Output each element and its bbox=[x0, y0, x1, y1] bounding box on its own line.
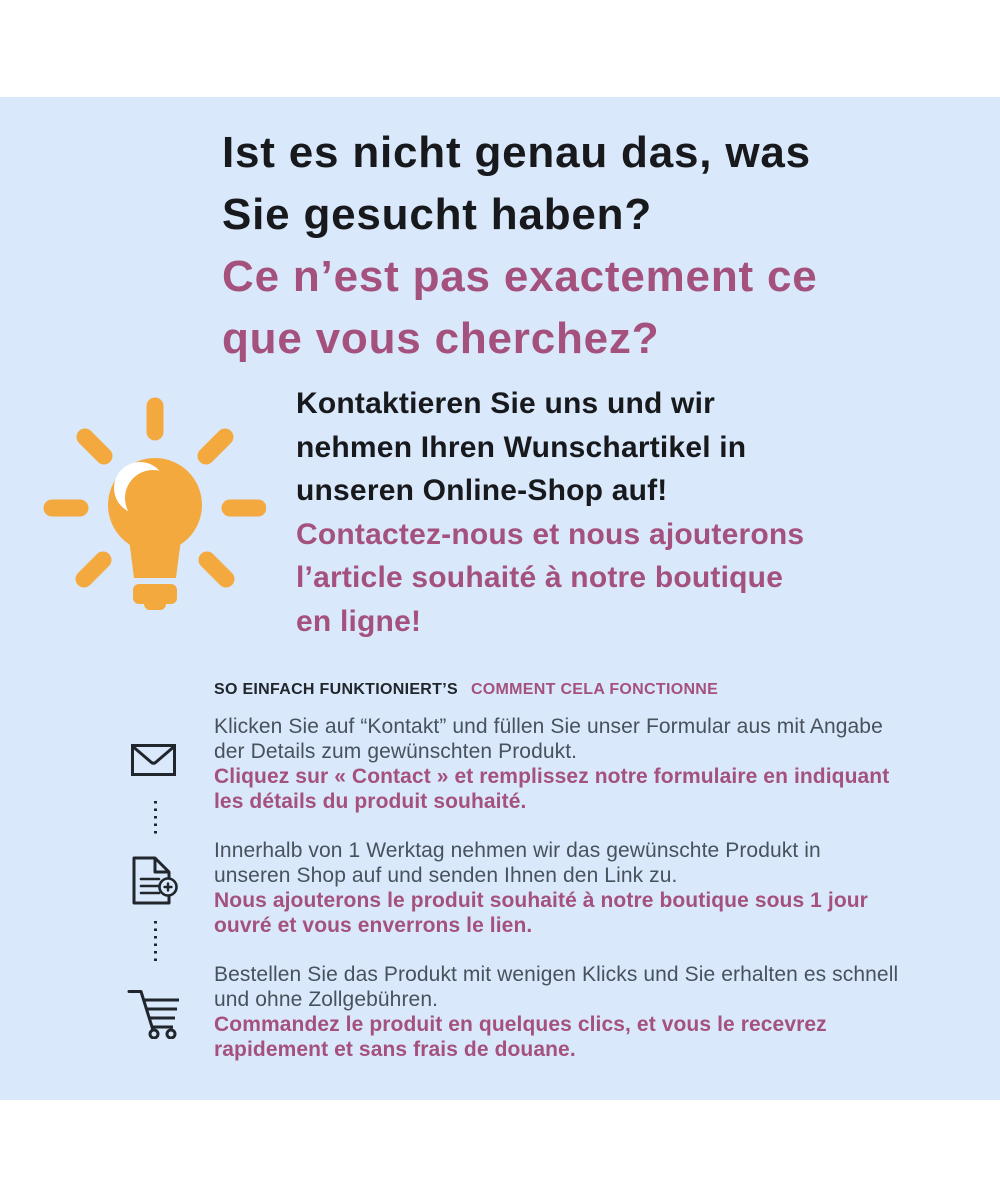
document-add-icon bbox=[128, 856, 178, 911]
lightbulb-svg bbox=[40, 392, 266, 622]
dotted-connector bbox=[154, 801, 157, 838]
envelope-svg bbox=[131, 744, 176, 776]
intro-fr-line: l’article souhaité à notre boutique bbox=[296, 561, 784, 594]
intro-fr-line: en ligne! bbox=[296, 604, 422, 638]
step-1-text bbox=[214, 714, 889, 814]
step-3-de-line: und ohne Zollgebühren. bbox=[214, 988, 439, 1011]
step-2-fr-line: ouvré et vous enverrons le lien. bbox=[214, 914, 533, 937]
page-title bbox=[222, 122, 818, 370]
cart-icon bbox=[126, 987, 182, 1044]
step-3-fr-line: rapidement et sans frais de douane. bbox=[214, 1038, 576, 1061]
lightbulb-icon bbox=[40, 392, 266, 622]
step-2-text bbox=[214, 838, 868, 938]
document-add-svg bbox=[128, 856, 178, 906]
step-3-text bbox=[214, 962, 898, 1062]
headline-fr-line: Ce n’est pas exactement ce bbox=[222, 252, 818, 301]
step-1-de-line: Klicken Sie auf “Kontakt” und füllen Sie unser Formular aus mit Angabe bbox=[214, 715, 883, 738]
intro-de-line: unseren Online-Shop auf! bbox=[296, 474, 668, 507]
headline-fr-line: que vous cherchez? bbox=[222, 314, 660, 363]
cart-svg bbox=[126, 987, 182, 1039]
headline-de-line: Ist es nicht genau das, was bbox=[222, 128, 811, 177]
step-2-fr-line: Nous ajouterons le produit souhaité à notre boutique sous 1 jour bbox=[214, 889, 868, 912]
intro-de-line: Kontaktieren Sie uns und wir bbox=[296, 387, 715, 420]
how-it-works-title-fr: COMMENT CELA FONCTIONNE bbox=[470, 681, 719, 698]
envelope-icon bbox=[131, 744, 176, 781]
step-2-de-line: Innerhalb von 1 Werktag nehmen wir das gewünschte Produkt in bbox=[214, 839, 821, 862]
intro-text bbox=[296, 382, 804, 643]
intro-de-line: nehmen Ihren Wunschartikel in bbox=[296, 430, 747, 464]
step-1-de-line: der Details zum gewünschten Produkt. bbox=[214, 740, 578, 763]
how-it-works-title-de: SO EINFACH FUNKTIONIERT’S bbox=[214, 681, 458, 698]
step-3-de-line: Bestellen Sie das Produkt mit wenigen Klicks und Sie erhalten es schnell bbox=[214, 963, 899, 986]
step-3-fr-line: Commandez le produit en quelques clics, et vous le recevrez bbox=[214, 1013, 827, 1036]
step-1-fr-line: Cliquez sur « Contact » et remplissez notre formulaire en indiquant bbox=[214, 765, 890, 788]
headline-de-line: Sie gesucht haben? bbox=[222, 190, 653, 239]
step-2-de-line: unseren Shop auf und senden Ihnen den Link zu. bbox=[214, 864, 678, 887]
dotted-connector bbox=[154, 921, 157, 966]
intro-fr-line: Contactez-nous et nous ajouterons bbox=[296, 517, 805, 551]
how-it-works-heading bbox=[214, 681, 718, 699]
step-1-fr-line: les détails du produit souhaité. bbox=[214, 790, 527, 813]
